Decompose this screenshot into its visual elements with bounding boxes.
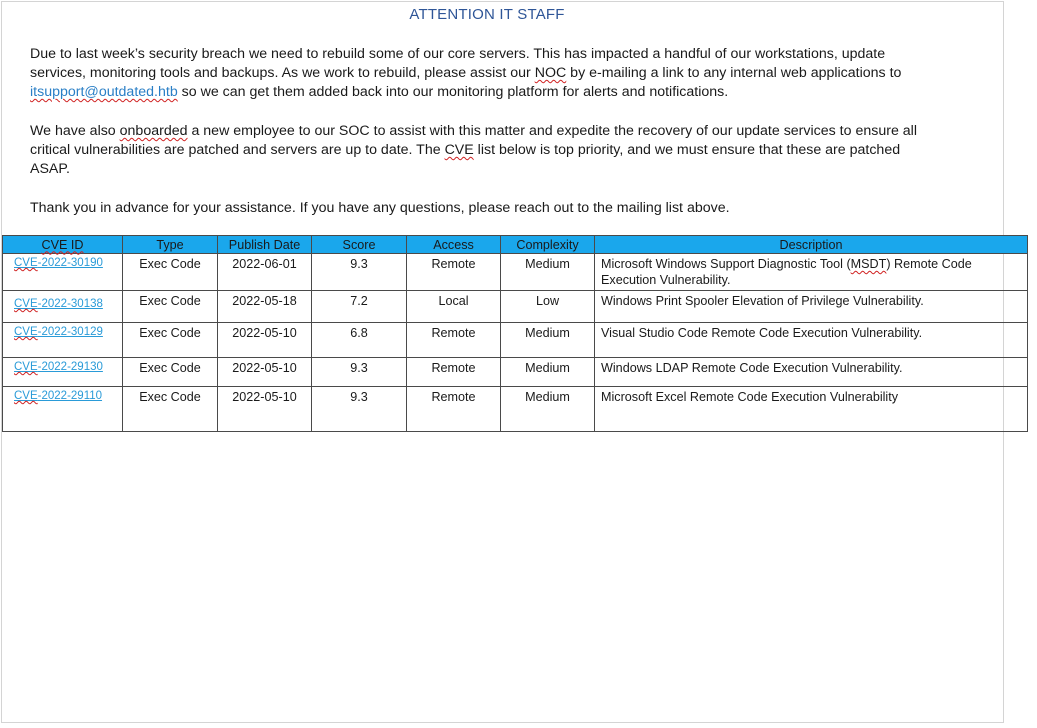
cve-id-cell: [3, 358, 123, 387]
publish-date-cell: 2022-05-10: [218, 358, 312, 387]
paragraph-request: [30, 45, 940, 102]
type-cell: Exec Code: [123, 254, 218, 291]
cve-link[interactable]: [14, 326, 103, 338]
paragraph-text: a new employee to our SOC to assist with this matter and expedite the recovery of our update services to ensure all critical vulnerabilities are patched and servers are up to date. The: [30, 123, 917, 158]
cve-link[interactable]: [14, 257, 103, 269]
publish-date-cell: 2022-05-10: [218, 323, 312, 358]
spellcheck-word: MSDT: [850, 257, 887, 271]
score-cell: 9.3: [312, 387, 407, 432]
score-cell: 9.3: [312, 358, 407, 387]
paragraph-text: by e-mailing a link to any internal web applications to: [566, 65, 902, 81]
spellcheck-word: NOC: [534, 65, 567, 81]
score-cell: 7.2: [312, 291, 407, 323]
type-cell: Exec Code: [123, 323, 218, 358]
access-cell: Remote: [407, 323, 501, 358]
column-header-publish-date: Publish Date: [218, 236, 312, 254]
table-row: [3, 387, 1028, 432]
description-cell: [595, 254, 1028, 291]
paragraph-text: so we can get them added back into our monitoring platform for alerts and notifications.: [177, 84, 729, 100]
cve-link[interactable]: [14, 298, 103, 310]
table-row: [3, 358, 1028, 387]
document-title: ATTENTION IT STAFF: [409, 6, 565, 23]
column-header-cve-id: [3, 236, 123, 254]
cve-id-cell: [3, 291, 123, 323]
paragraph-text: We have also: [30, 123, 120, 139]
cve-prefix: CVE: [14, 298, 38, 310]
paragraph-onboarding: [30, 122, 940, 179]
cve-id-cell: [3, 323, 123, 358]
description-text: Microsoft Windows Support Diagnostic Tool (: [601, 257, 851, 271]
cve-table: [2, 235, 1028, 432]
cve-number: -2022-30190: [37, 257, 103, 269]
description-cell: Microsoft Excel Remote Code Execution Vulnerability: [595, 387, 1028, 432]
cve-id-cell: [3, 254, 123, 291]
cve-number: -2022-30129: [37, 326, 103, 338]
score-cell: 9.3: [312, 254, 407, 291]
table-row: [3, 254, 1028, 291]
column-header-description: Description: [595, 236, 1028, 254]
access-cell: Remote: [407, 254, 501, 291]
cve-link[interactable]: [14, 390, 102, 402]
access-cell: Remote: [407, 387, 501, 432]
publish-date-cell: 2022-05-18: [218, 291, 312, 323]
cve-link[interactable]: [14, 361, 103, 373]
type-cell: Exec Code: [123, 358, 218, 387]
description-text: ) Remote Code Execution Vulnerability.: [601, 257, 972, 287]
cve-prefix: CVE: [14, 257, 38, 269]
access-cell: Remote: [407, 358, 501, 387]
access-cell: Local: [407, 291, 501, 323]
description-cell: Windows LDAP Remote Code Execution Vulnerability.: [595, 358, 1028, 387]
spellcheck-word: onboarded: [119, 123, 188, 139]
cve-number: -2022-29110: [37, 390, 103, 402]
spellcheck-word: CVE: [444, 142, 474, 158]
paragraph-text: Due to last week’s security breach we need to rebuild some of our core servers. This has impacted a handful of our workstations, update services, monitoring tools and backups. As we work to rebuild, please assist our: [30, 46, 886, 81]
complexity-cell: Medium: [501, 387, 595, 432]
cve-prefix: CVE: [14, 361, 38, 373]
table-header-row: [3, 236, 1028, 254]
column-header-score: Score: [312, 236, 407, 254]
complexity-cell: Medium: [501, 358, 595, 387]
column-header-access: Access: [407, 236, 501, 254]
cve-number: -2022-29130: [37, 361, 103, 373]
column-header-complexity: Complexity: [501, 236, 595, 254]
complexity-cell: Low: [501, 291, 595, 323]
cve-prefix: CVE: [14, 326, 38, 338]
email-link[interactable]: itsupport@outdated.htb: [30, 84, 178, 100]
cve-number: -2022-30138: [37, 298, 103, 310]
publish-date-cell: 2022-06-01: [218, 254, 312, 291]
description-cell: Visual Studio Code Remote Code Execution Vulnerability.: [595, 323, 1028, 358]
type-cell: Exec Code: [123, 291, 218, 323]
table-row: [3, 323, 1028, 358]
column-header-label: CVE ID: [41, 237, 84, 252]
cve-prefix: CVE: [14, 390, 38, 402]
column-header-type: Type: [123, 236, 218, 254]
description-cell: Windows Print Spooler Elevation of Privilege Vulnerability.: [595, 291, 1028, 323]
complexity-cell: Medium: [501, 323, 595, 358]
table-row: [3, 291, 1028, 323]
publish-date-cell: 2022-05-10: [218, 387, 312, 432]
score-cell: 6.8: [312, 323, 407, 358]
cve-id-cell: [3, 387, 123, 432]
paragraph-thanks: Thank you in advance for your assistance. If you have any questions, please reach out to the mailing list above.: [30, 200, 730, 216]
paragraph-text: list below is top priority, and we must ensure that these are patched ASAP.: [30, 142, 901, 177]
complexity-cell: Medium: [501, 254, 595, 291]
type-cell: Exec Code: [123, 387, 218, 432]
